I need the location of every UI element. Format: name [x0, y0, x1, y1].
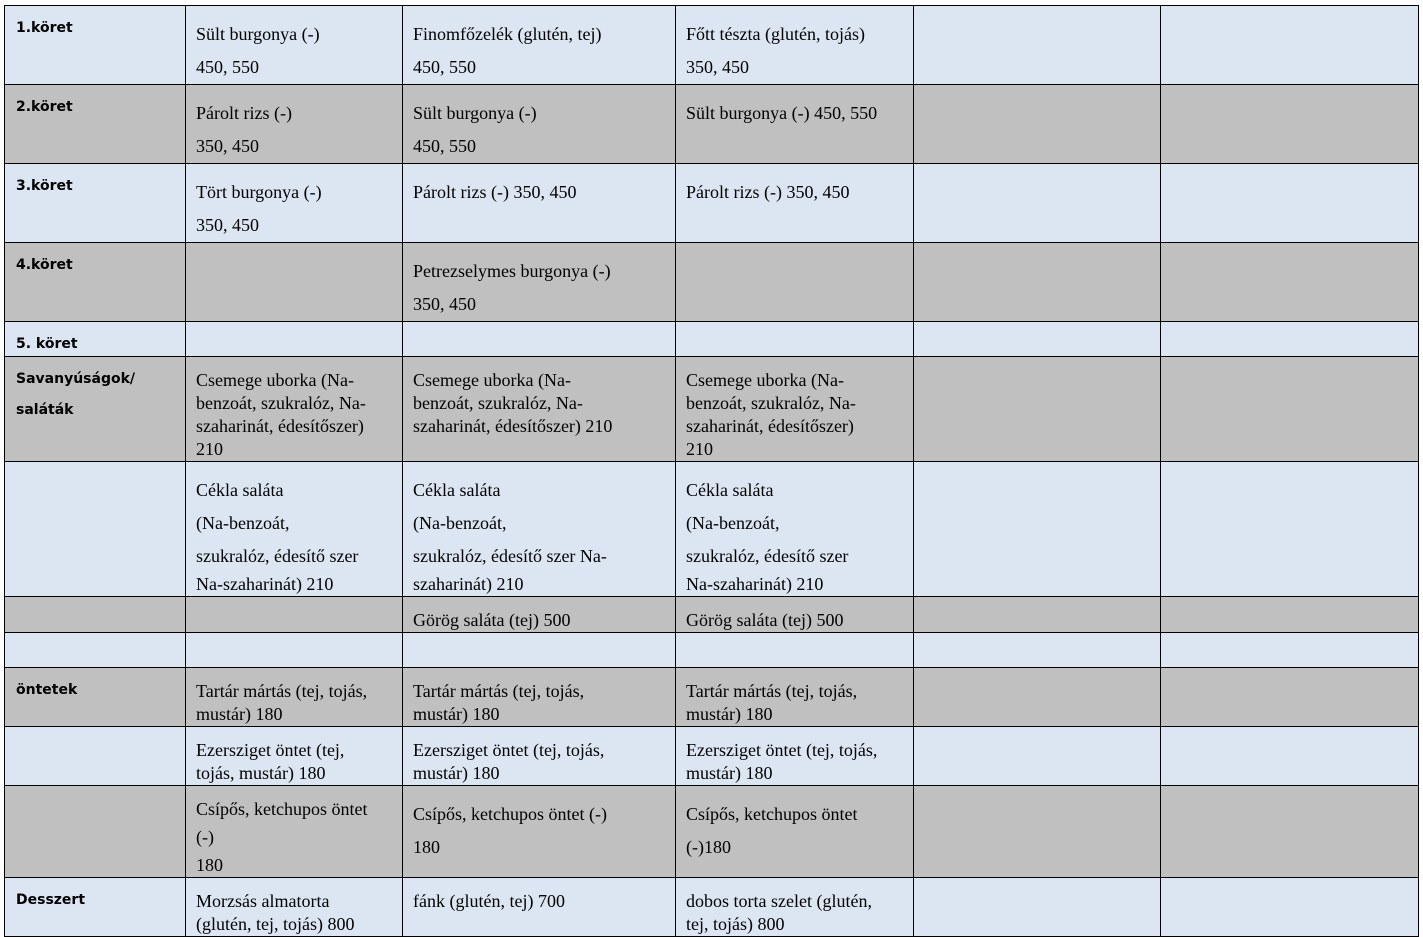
- menu-cell: [676, 727, 914, 786]
- menu-cell: [676, 164, 914, 243]
- cell-line: dobos torta szelet (glutén,: [686, 891, 872, 911]
- menu-cell: [186, 727, 403, 786]
- table-row: [5, 164, 1419, 243]
- row-label-line: Savanyúságok/: [16, 371, 136, 387]
- empty-cell: [1161, 85, 1419, 164]
- row-label-cell: [5, 6, 186, 85]
- cell-line: Ezersziget öntet (tej, tojás,: [413, 740, 605, 760]
- cell-line: szukralóz, édesítő szer Na-: [413, 546, 607, 566]
- empty-cell: [5, 786, 186, 878]
- table-row: [5, 243, 1419, 322]
- empty-cell: [1161, 597, 1419, 633]
- table-row: [5, 322, 1419, 357]
- empty-cell: [914, 322, 1161, 357]
- cell-line: 180: [196, 855, 223, 875]
- menu-cell: [403, 6, 676, 85]
- menu-cell: [403, 786, 676, 878]
- cell-line: mustár) 180: [413, 763, 500, 783]
- empty-cell: [914, 727, 1161, 786]
- cell-line: Cékla saláta: [686, 480, 774, 500]
- empty-cell: [676, 633, 914, 668]
- empty-cell: [1161, 322, 1419, 357]
- cell-line: tojás, mustár) 180: [196, 763, 326, 783]
- menu-cell: [186, 164, 403, 243]
- cell-line: benzoát, szukralóz, Na-: [196, 393, 366, 413]
- cell-line: Tartár mártás (tej, tojás,: [686, 681, 858, 701]
- row-label-line: saláták: [16, 402, 74, 418]
- empty-cell: [403, 633, 676, 668]
- table-row: [5, 668, 1419, 727]
- cell-line: Na-szaharinát) 210: [196, 574, 334, 594]
- menu-cell: [186, 462, 403, 597]
- menu-cell: [403, 243, 676, 322]
- menu-cell: [186, 786, 403, 878]
- cell-line: (-): [196, 827, 214, 847]
- cell-line: Csípős, ketchupos öntet (-): [413, 804, 607, 824]
- cell-line: szukralóz, édesítő szer: [196, 546, 359, 566]
- cell-line: Párolt rizs (-) 350, 450: [686, 182, 850, 202]
- menu-table: [4, 5, 1419, 937]
- empty-cell: [914, 6, 1161, 85]
- row-label-cell: [5, 668, 186, 727]
- empty-cell: [676, 243, 914, 322]
- cell-line: Párolt rizs (-) 350, 450: [413, 182, 577, 202]
- menu-cell: [676, 786, 914, 878]
- cell-line: Ezersziget öntet (tej,: [196, 740, 345, 760]
- menu-cell: [676, 878, 914, 937]
- cell-line: Tartár mártás (tej, tojás,: [413, 681, 585, 701]
- cell-line: benzoát, szukralóz, Na-: [686, 393, 856, 413]
- menu-cell: [676, 597, 914, 633]
- row-label-cell: [5, 357, 186, 462]
- empty-cell: [5, 462, 186, 597]
- cell-line: Sült burgonya (-): [196, 24, 320, 44]
- empty-cell: [914, 597, 1161, 633]
- cell-line: tej, tojás) 800: [686, 914, 785, 934]
- empty-cell: [1161, 6, 1419, 85]
- empty-cell: [1161, 164, 1419, 243]
- menu-cell: [186, 85, 403, 164]
- table-row: [5, 786, 1419, 878]
- empty-cell: [1161, 462, 1419, 597]
- row-label-cell: [5, 878, 186, 937]
- table-row: [5, 462, 1419, 597]
- cell-line: benzoát, szukralóz, Na-: [413, 393, 583, 413]
- cell-line: Főtt tészta (glutén, tojás): [686, 24, 865, 44]
- empty-cell: [914, 85, 1161, 164]
- menu-cell: [403, 878, 676, 937]
- menu-cell: [403, 85, 676, 164]
- table-row: [5, 85, 1419, 164]
- menu-cell: [186, 668, 403, 727]
- row-label: 1.köret: [16, 20, 73, 36]
- menu-cell: [676, 462, 914, 597]
- empty-cell: [5, 597, 186, 633]
- cell-line: (-)180: [686, 837, 731, 857]
- cell-line: 350, 450: [686, 57, 749, 77]
- cell-line: Párolt rizs (-): [196, 103, 292, 123]
- cell-line: Tört burgonya (-): [196, 182, 322, 202]
- row-label: 3.köret: [16, 178, 73, 194]
- empty-cell: [186, 633, 403, 668]
- cell-line: Csípős, ketchupos öntet: [686, 804, 858, 824]
- empty-cell: [186, 597, 403, 633]
- cell-line: (Na-benzoát,: [196, 513, 290, 533]
- cell-line: Ezersziget öntet (tej, tojás,: [686, 740, 878, 760]
- row-label: 2.köret: [16, 99, 73, 115]
- empty-cell: [403, 322, 676, 357]
- cell-line: Görög saláta (tej) 500: [413, 610, 571, 630]
- empty-cell: [676, 322, 914, 357]
- cell-line: Sült burgonya (-): [413, 103, 537, 123]
- cell-line: Görög saláta (tej) 500: [686, 610, 844, 630]
- empty-cell: [1161, 357, 1419, 462]
- empty-cell: [914, 633, 1161, 668]
- cell-line: 450, 550: [413, 136, 476, 156]
- cell-line: (glutén, tej, tojás) 800: [196, 914, 355, 934]
- cell-line: Csemege uborka (Na-: [196, 370, 354, 390]
- menu-cell: [186, 357, 403, 462]
- row-label: öntetek: [16, 682, 78, 698]
- row-label-cell: [5, 243, 186, 322]
- cell-line: 450, 550: [413, 57, 476, 77]
- menu-cell: [676, 85, 914, 164]
- empty-cell: [1161, 878, 1419, 937]
- cell-line: szaharinát, édesítőszer) 210: [413, 416, 613, 436]
- cell-line: 210: [686, 439, 713, 459]
- menu-cell: [186, 878, 403, 937]
- row-label-cell: [5, 322, 186, 357]
- table-row: [5, 633, 1419, 668]
- menu-cell: [403, 597, 676, 633]
- menu-cell: [186, 6, 403, 85]
- empty-cell: [914, 878, 1161, 937]
- cell-line: mustár) 180: [686, 763, 773, 783]
- cell-line: 180: [413, 837, 440, 857]
- table-row: [5, 6, 1419, 85]
- empty-cell: [1161, 727, 1419, 786]
- cell-line: Na-szaharinát) 210: [686, 574, 824, 594]
- cell-line: szaharinát, édesítőszer): [196, 416, 364, 436]
- cell-line: (Na-benzoát,: [413, 513, 507, 533]
- cell-line: Sült burgonya (-) 450, 550: [686, 103, 878, 123]
- row-label: Desszert: [16, 892, 86, 908]
- cell-line: Csemege uborka (Na-: [686, 370, 844, 390]
- empty-cell: [914, 357, 1161, 462]
- empty-cell: [5, 727, 186, 786]
- menu-cell: [403, 727, 676, 786]
- empty-cell: [186, 322, 403, 357]
- empty-cell: [914, 462, 1161, 597]
- row-label: 5. köret: [16, 336, 78, 352]
- cell-line: 350, 450: [196, 136, 259, 156]
- row-label-cell: [5, 164, 186, 243]
- cell-line: Finomfőzelék (glutén, tej): [413, 24, 602, 44]
- menu-cell: [403, 164, 676, 243]
- table-row: [5, 597, 1419, 633]
- cell-line: 350, 450: [413, 294, 476, 314]
- menu-cell: [403, 462, 676, 597]
- cell-line: mustár) 180: [686, 704, 773, 724]
- empty-cell: [914, 786, 1161, 878]
- cell-line: Csemege uborka (Na-: [413, 370, 571, 390]
- row-label-cell: [5, 85, 186, 164]
- empty-cell: [186, 243, 403, 322]
- cell-line: Cékla saláta: [413, 480, 501, 500]
- table-row: [5, 878, 1419, 937]
- cell-line: fánk (glutén, tej) 700: [413, 891, 565, 911]
- table-row: [5, 727, 1419, 786]
- cell-line: mustár) 180: [196, 704, 283, 724]
- cell-line: szaharinát) 210: [413, 574, 524, 594]
- empty-cell: [1161, 668, 1419, 727]
- empty-cell: [1161, 633, 1419, 668]
- cell-line: Tartár mártás (tej, tojás,: [196, 681, 368, 701]
- empty-cell: [5, 633, 186, 668]
- cell-line: Morzsás almatorta: [196, 891, 330, 911]
- cell-line: Csípős, ketchupos öntet: [196, 799, 368, 819]
- row-label: 4.köret: [16, 257, 73, 273]
- menu-cell: [403, 357, 676, 462]
- empty-cell: [914, 243, 1161, 322]
- cell-line: 450, 550: [196, 57, 259, 77]
- menu-cell: [676, 357, 914, 462]
- empty-cell: [1161, 243, 1419, 322]
- menu-cell: [676, 6, 914, 85]
- empty-cell: [914, 668, 1161, 727]
- empty-cell: [914, 164, 1161, 243]
- cell-line: szukralóz, édesítő szer: [686, 546, 849, 566]
- cell-line: Petrezselymes burgonya (-): [413, 261, 611, 281]
- cell-line: Cékla saláta: [196, 480, 284, 500]
- table-row: [5, 357, 1419, 462]
- row-label: [5, 357, 185, 426]
- menu-cell: [403, 668, 676, 727]
- menu-cell: [676, 668, 914, 727]
- cell-line: (Na-benzoát,: [686, 513, 780, 533]
- cell-line: 210: [196, 439, 223, 459]
- empty-cell: [1161, 786, 1419, 878]
- cell-line: 350, 450: [196, 215, 259, 235]
- cell-line: mustár) 180: [413, 704, 500, 724]
- cell-line: szaharinát, édesítőszer): [686, 416, 854, 436]
